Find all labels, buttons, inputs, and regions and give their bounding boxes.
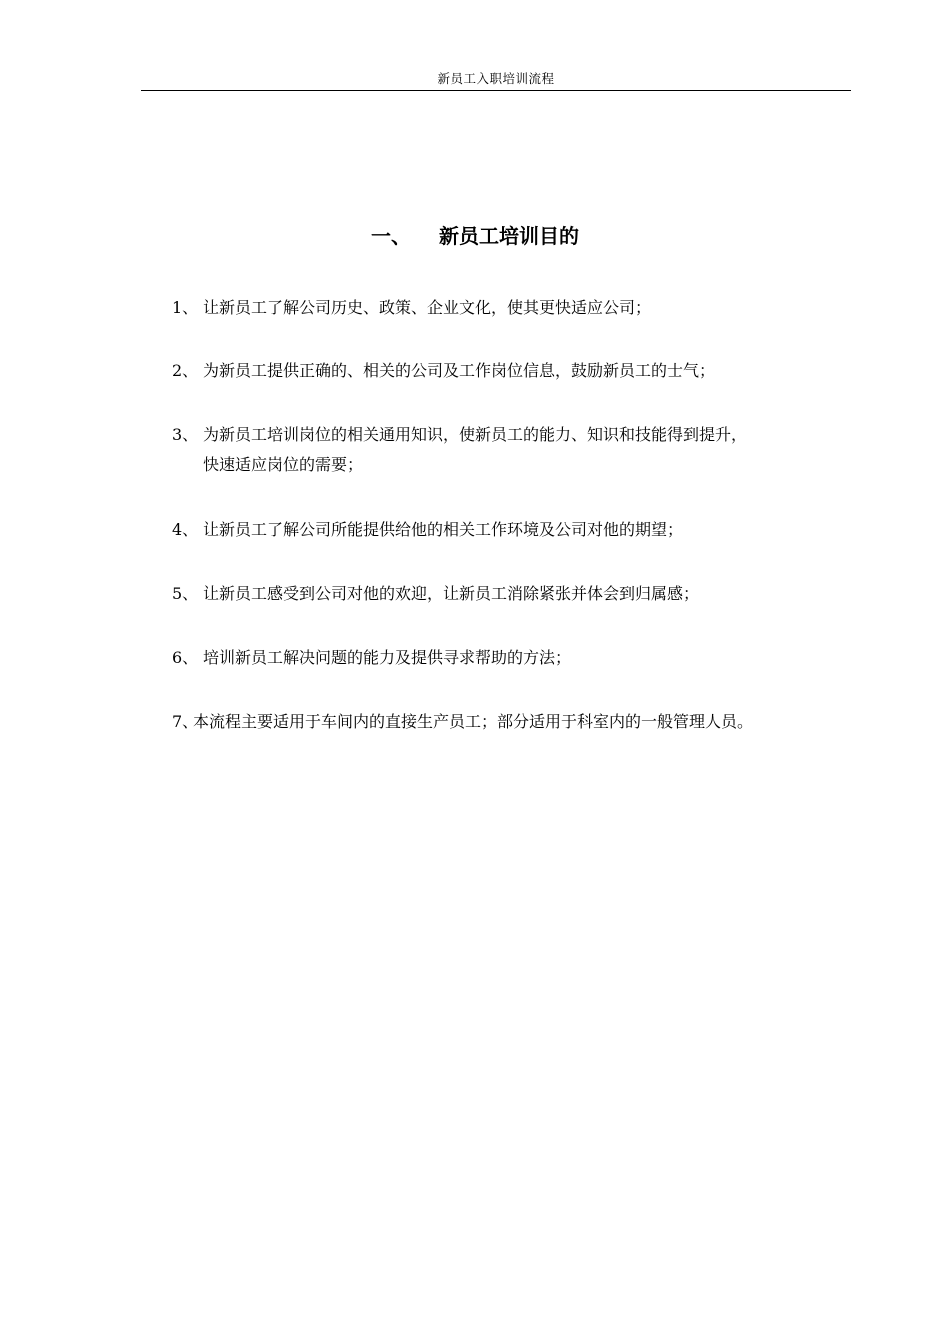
list-item-number: 2、 (172, 361, 199, 380)
section-title (0, 222, 950, 250)
list-item-text: 本流程主要适用于车间内的直接生产员工；部分适用于科室内的一般管理人员。 (193, 712, 754, 731)
list-item (172, 579, 852, 609)
list-item-text: 培训新员工解决问题的能力及提供寻求帮助的方法； (203, 648, 572, 667)
list-item-number: 4、 (172, 520, 199, 539)
list-item-number: 7、 (172, 712, 199, 731)
section-title-text: 新员工培训目的 (439, 224, 579, 248)
list-item-text-continued: 快速适应岗位的需要； (203, 455, 364, 474)
list-item-text: 为新员工培训岗位的相关通用知识，使新员工的能力、知识和技能得到提升， (203, 425, 748, 444)
list-item (172, 293, 852, 323)
list-item-text: 为新员工提供正确的、相关的公司及工作岗位信息，鼓励新员工的士气； (203, 361, 716, 380)
page-header (141, 70, 851, 91)
list-item-number: 5、 (172, 584, 199, 603)
section-number: 一、 (371, 224, 411, 248)
list-item (172, 643, 852, 673)
list-item (172, 707, 852, 737)
list-item-text: 让新员工了解公司所能提供给他的相关工作环境及公司对他的期望； (203, 520, 684, 539)
list-item (172, 356, 852, 386)
list-item-text: 让新员工了解公司历史、政策、企业文化，使其更快适应公司； (203, 298, 652, 317)
list-item-number: 1、 (172, 298, 199, 317)
list-item (172, 515, 852, 545)
list-item-text: 让新员工感受到公司对他的欢迎，让新员工消除紧张并体会到归属感； (203, 584, 700, 603)
list-item-number: 6、 (172, 648, 199, 667)
list-item-number: 3、 (172, 425, 199, 444)
header-title: 新员工入职培训流程 (437, 71, 555, 86)
list-item (172, 420, 852, 480)
